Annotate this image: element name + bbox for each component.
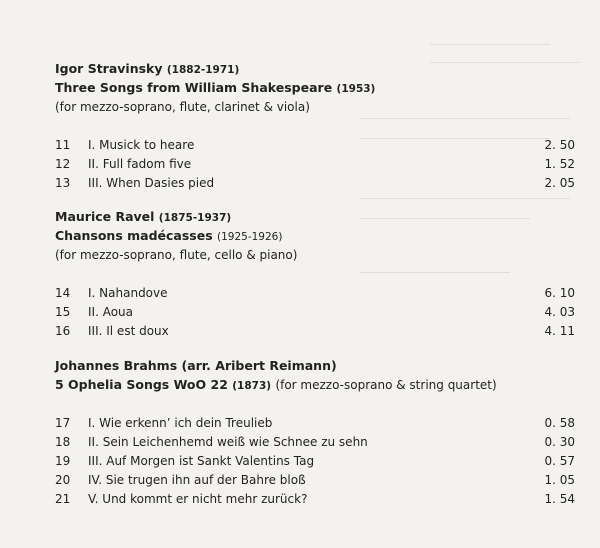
track-duration: 4. 03 (544, 305, 575, 319)
track-row (55, 322, 575, 341)
track-title: IV. Sie trugen ihn auf der Bahre bloß (88, 473, 306, 487)
track-number: 13 (55, 176, 71, 190)
composer-heading (55, 357, 575, 376)
work-section-brahms (55, 357, 575, 509)
track-duration: 1. 54 (544, 492, 575, 506)
track-row (55, 155, 575, 174)
work-title-line (55, 79, 575, 98)
track-title: I. Musick to heare (88, 138, 195, 152)
track-title: III. When Dasies pied (88, 176, 215, 190)
track-number: 17 (55, 416, 71, 430)
track-duration: 0. 57 (544, 454, 575, 468)
track-number: 21 (55, 492, 71, 506)
track-title: III. Auf Morgen ist Sankt Valentins Tag (88, 454, 315, 468)
track-list (55, 136, 575, 193)
work-year: (1953) (336, 83, 376, 95)
track-number: 11 (55, 138, 71, 152)
track-row (55, 303, 575, 322)
show-through-line (430, 44, 550, 45)
track-row (55, 174, 575, 193)
composer-dates: (1875-1937) (158, 212, 232, 224)
track-number: 16 (55, 324, 71, 338)
track-row (55, 471, 575, 490)
work-section-stravinsky (55, 60, 575, 193)
track-row (55, 284, 575, 303)
track-row (55, 433, 575, 452)
work-title-line (55, 376, 575, 395)
track-duration: 2. 50 (544, 138, 575, 152)
track-duration: 0. 30 (544, 435, 575, 449)
instrumentation: (for mezzo-soprano, flute, clarinet & viola) (55, 100, 310, 114)
work-year: (1925-1926) (217, 231, 283, 243)
track-title: III. Il est doux (88, 324, 169, 338)
track-list (55, 284, 575, 341)
track-title: II. Aoua (88, 305, 134, 319)
track-row (55, 452, 575, 471)
track-number: 18 (55, 435, 71, 449)
composer-dates: (1882-1971) (166, 64, 240, 76)
track-duration: 4. 11 (544, 324, 575, 338)
track-title: II. Full fadom five (88, 157, 192, 171)
track-number: 15 (55, 305, 71, 319)
track-number: 12 (55, 157, 71, 171)
composer-name: Johannes Brahms (arr. Aribert Reimann) (55, 358, 337, 373)
work-title: Chansons madécasses (55, 228, 213, 243)
composer-heading (55, 208, 575, 227)
work-section-ravel (55, 208, 575, 341)
work-title: 5 Ophelia Songs WoO 22 (55, 377, 228, 392)
track-list (55, 414, 575, 509)
composer-heading (55, 60, 575, 79)
track-title: I. Wie erkenn’ ich dein Treulieb (88, 416, 273, 430)
track-number: 20 (55, 473, 71, 487)
track-number: 14 (55, 286, 71, 300)
track-row (55, 414, 575, 433)
track-title: II. Sein Leichenhemd weiß wie Schnee zu sehn (88, 435, 368, 449)
track-row (55, 490, 575, 509)
track-duration: 2. 05 (544, 176, 575, 190)
track-title: V. Und kommt er nicht mehr zurück? (88, 492, 308, 506)
track-duration: 6. 10 (544, 286, 575, 300)
instrumentation: (for mezzo-soprano, flute, cello & piano) (55, 248, 298, 262)
composer-name: Maurice Ravel (55, 209, 155, 224)
composer-name: Igor Stravinsky (55, 61, 163, 76)
track-duration: 1. 05 (544, 473, 575, 487)
work-year: (1873) (232, 380, 272, 392)
work-title-line (55, 227, 575, 246)
show-through-line (360, 198, 570, 199)
track-duration: 1. 52 (544, 157, 575, 171)
track-row (55, 136, 575, 155)
instrumentation: (for mezzo-soprano & string quartet) (275, 378, 497, 392)
track-title: I. Nahandove (88, 286, 168, 300)
work-title: Three Songs from William Shakespeare (55, 80, 333, 95)
track-number: 19 (55, 454, 71, 468)
track-duration: 0. 58 (544, 416, 575, 430)
